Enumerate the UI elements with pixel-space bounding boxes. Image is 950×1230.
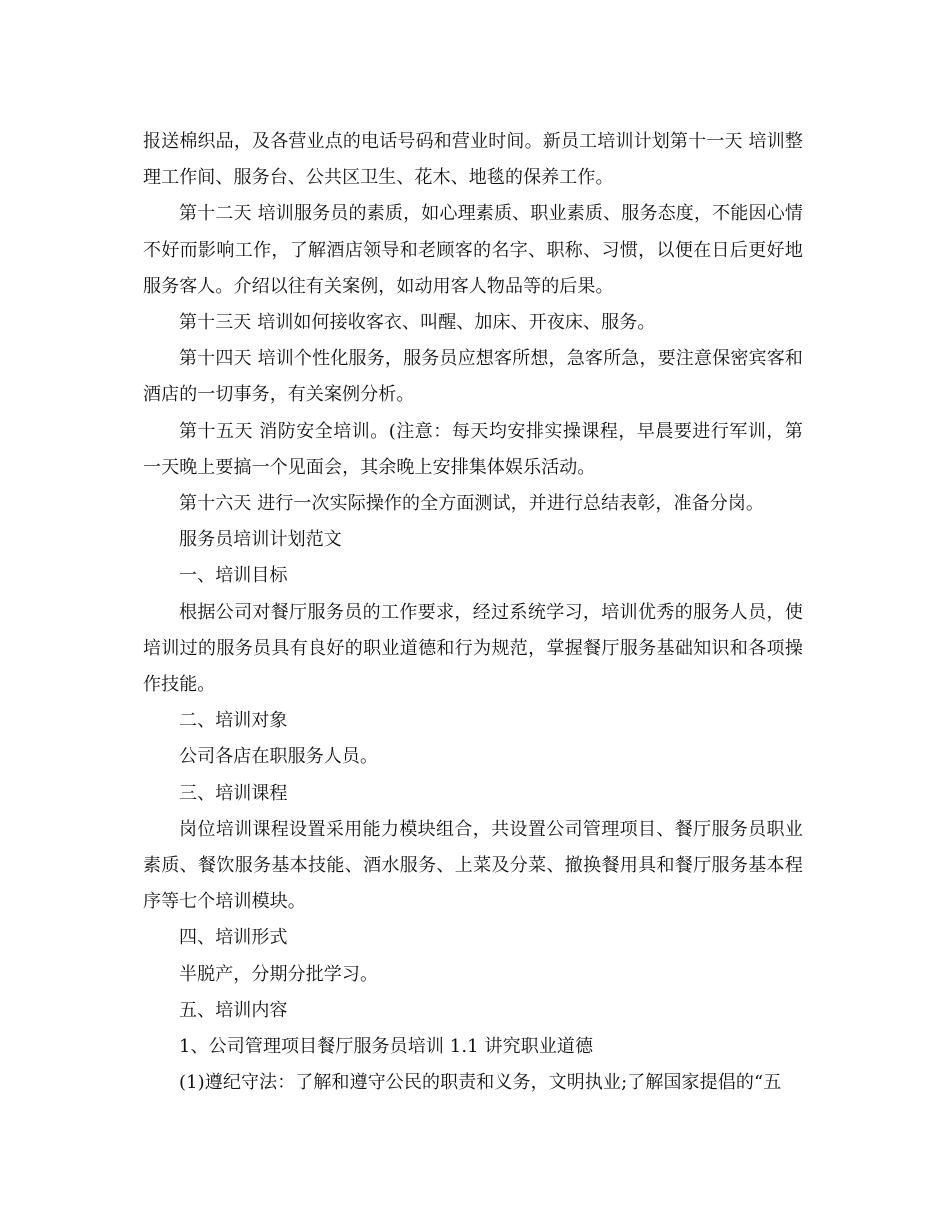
document-body (143, 124, 803, 1101)
paragraph: 第十五天 消防安全培训。(注意：每天均安排实操课程，早晨要进行军训，第一天晚上要搞一个见面会，其余晚上安排集体娱乐活动。 (143, 420, 803, 478)
paragraph: 第十二天 培训服务员的素质，如心理素质、职业素质、服务态度，不能因心情不好而影响工作，了解酒店领导和老顾客的名字、职称、习惯，以便在日后更好地服务客人。介绍以往有关案例，如动用客人物品等的后果。 (143, 203, 803, 297)
paragraph: 根据公司对餐厅服务员的工作要求，经过系统学习，培训优秀的服务人员，使培训过的服务员具有良好的职业道德和行为规范，掌握餐厅服务基础知识和各项操作技能。 (143, 601, 803, 696)
paragraph: 岗位培训课程设置采用能力模块组合，共设置公司管理项目、餐厅服务员职业素质、餐饮服务基本技能、酒水服务、上菜及分菜、撤换餐用具和餐厅服务基本程序等七个培训模块。 (143, 818, 803, 913)
paragraph: 公司各店在职服务人员。 (179, 746, 379, 768)
paragraph: (1)遵纪守法：了解和遵守公民的职责和义务，文明执业;了解国家提倡的“五 (179, 1072, 782, 1094)
paragraph: 四、培训形式 (179, 927, 288, 949)
paragraph: 第十四天 培训个性化服务，服务员应想客所想，急客所急，要注意保密宾客和酒店的一切事务，有关案例分析。 (143, 348, 803, 406)
paragraph: 服务员培训计划范文 (179, 529, 342, 551)
paragraph: 三、培训课程 (179, 782, 288, 804)
paragraph: 一、培训目标 (179, 565, 288, 587)
paragraph: 第十六天 进行一次实际操作的全方面测试，并进行总结表彰，准备分岗。 (179, 493, 765, 515)
paragraph: 二、培训对象 (179, 710, 288, 732)
paragraph: 半脱产，分期分批学习。 (179, 963, 379, 985)
paragraph: 第十三天 培训如何接收客衣、叫醒、加床、开夜床、服务。 (179, 312, 656, 334)
paragraph: 报送棉织品，及各营业点的电话号码和营业时间。新员工培训计划第十一天 培训整理工作间、服务台、公共区卫生、花木、地毯的保养工作。 (143, 131, 803, 189)
paragraph: 五、培训内容 (179, 999, 288, 1021)
paragraph: 1、公司管理项目餐厅服务员培训 1.1 讲究职业道德 (179, 1036, 594, 1058)
